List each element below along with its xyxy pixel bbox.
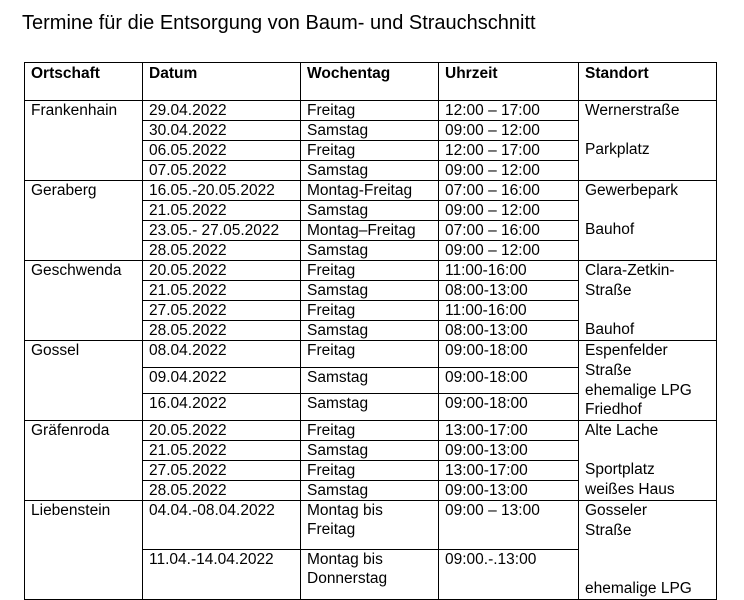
datum-cell: 23.05.- 27.05.2022 (143, 221, 301, 241)
standort-line: Espenfelder (585, 342, 668, 359)
standort-cell (579, 181, 717, 261)
uhrzeit-cell: 09:00-13:00 (439, 481, 579, 501)
table-row (25, 101, 717, 121)
header-wochentag: Wochentag (301, 63, 439, 101)
datum-cell: 16.05.-20.05.2022 (143, 181, 301, 201)
datum-cell: 27.05.2022 (143, 301, 301, 321)
schedule-table (24, 62, 717, 600)
wochentag-cell: Freitag (301, 261, 439, 281)
uhrzeit-cell: 09:00 – 13:00 (439, 501, 579, 550)
uhrzeit-cell: 13:00-17:00 (439, 421, 579, 441)
wochentag-cell: Montag-Freitag (301, 181, 439, 201)
datum-cell: 08.04.2022 (143, 341, 301, 368)
standort-line: Clara-Zetkin- (585, 262, 675, 279)
wochentag-cell: Samstag (301, 281, 439, 301)
wochentag-cell: Samstag (301, 121, 439, 141)
datum-cell: 07.05.2022 (143, 161, 301, 181)
standort-cell (579, 341, 717, 421)
wochentag-cell: Montag–Freitag (301, 221, 439, 241)
table-row (25, 501, 717, 550)
standort-line (585, 560, 710, 579)
standort-cell (579, 261, 717, 341)
datum-cell: 28.05.2022 (143, 241, 301, 261)
standort-line (585, 121, 710, 140)
standort-line (585, 541, 710, 560)
datum-cell: 11.04.-14.04.2022 (143, 550, 301, 599)
schedule-table-wrapper (24, 62, 716, 600)
uhrzeit-cell: 12:00 – 17:00 (439, 101, 579, 121)
wochentag-cell: Freitag (301, 341, 439, 368)
standort-line: Alte Lache (585, 422, 659, 440)
standort-cell (579, 421, 717, 501)
uhrzeit-cell: 11:00-16:00 (439, 301, 579, 321)
datum-cell: 30.04.2022 (143, 121, 301, 141)
header-datum: Datum (143, 63, 301, 101)
header-standort: Standort (579, 63, 717, 101)
standort-line: Friedhof (585, 401, 642, 419)
wochentag-cell: Freitag (301, 141, 439, 161)
datum-cell: 06.05.2022 (143, 141, 301, 161)
ortschaft-cell: Geraberg (25, 181, 143, 261)
wochentag-cell: Freitag (301, 461, 439, 481)
standort-line: Sportplatz (585, 460, 655, 478)
standort-line: Gewerbepark (585, 182, 679, 199)
datum-cell: 28.05.2022 (143, 321, 301, 341)
wochentag-cell: Samstag (301, 441, 439, 461)
uhrzeit-cell: 09:00-18:00 (439, 341, 579, 368)
uhrzeit-cell: 12:00 – 17:00 (439, 141, 579, 161)
table-row (25, 181, 717, 201)
uhrzeit-cell: 09:00-18:00 (439, 367, 579, 394)
standort-line: Straße (585, 281, 632, 299)
ortschaft-cell: Frankenhain (25, 101, 143, 181)
datum-cell: 09.04.2022 (143, 367, 301, 394)
ortschaft-cell: Geschwenda (25, 261, 143, 341)
table-row (25, 341, 717, 368)
standort-line: Bauhof (585, 320, 635, 338)
standort-line (585, 201, 710, 220)
uhrzeit-cell: 08:00-13:00 (439, 321, 579, 341)
wochentag-cell: Samstag (301, 201, 439, 221)
datum-cell: 20.05.2022 (143, 261, 301, 281)
uhrzeit-cell: 09:00 – 12:00 (439, 121, 579, 141)
header-uhrzeit: Uhrzeit (439, 63, 579, 101)
wochentag-cell-line: Montag bis (307, 551, 383, 569)
wochentag-cell: Freitag (301, 101, 439, 121)
datum-cell: 27.05.2022 (143, 461, 301, 481)
standort-line: Straße (585, 521, 632, 539)
uhrzeit-cell: 11:00-16:00 (439, 261, 579, 281)
datum-cell: 29.04.2022 (143, 101, 301, 121)
uhrzeit-cell: 13:00-17:00 (439, 461, 579, 481)
wochentag-cell: Freitag (301, 421, 439, 441)
table-row (25, 421, 717, 441)
wochentag-cell: Samstag (301, 394, 439, 421)
uhrzeit-cell: 07:00 – 16:00 (439, 221, 579, 241)
standort-line: weißes Haus (585, 480, 675, 498)
uhrzeit-cell: 09:00-18:00 (439, 394, 579, 421)
standort-line: Gosseler (585, 502, 648, 520)
wochentag-cell-line: Donnerstag (307, 570, 388, 588)
wochentag-cell: Samstag (301, 481, 439, 501)
wochentag-cell: Samstag (301, 321, 439, 341)
standort-line: Wernerstraße (585, 102, 680, 119)
standort-line: Bauhof (585, 220, 635, 238)
standort-line (585, 301, 710, 320)
standort-line (585, 441, 710, 460)
uhrzeit-cell: 07:00 – 16:00 (439, 181, 579, 201)
wochentag-cell: Freitag (301, 301, 439, 321)
datum-cell: 28.05.2022 (143, 481, 301, 501)
datum-cell: 04.04.-08.04.2022 (143, 501, 301, 550)
standort-cell (579, 501, 717, 599)
datum-cell: 21.05.2022 (143, 441, 301, 461)
table-row (25, 261, 717, 281)
page-title: Termine für die Entsorgung von Baum- und Strauchschnitt (22, 12, 536, 34)
standort-line: Parkplatz (585, 140, 650, 158)
standort-line: ehemalige LPG (585, 579, 692, 597)
standort-cell (579, 101, 717, 181)
wochentag-cell: Samstag (301, 367, 439, 394)
uhrzeit-cell: 08:00-13:00 (439, 281, 579, 301)
wochentag-cell: Samstag (301, 241, 439, 261)
datum-cell: 20.05.2022 (143, 421, 301, 441)
ortschaft-cell: Gräfenroda (25, 421, 143, 501)
datum-cell: 21.05.2022 (143, 281, 301, 301)
datum-cell: 21.05.2022 (143, 201, 301, 221)
wochentag-cell: Samstag (301, 161, 439, 181)
uhrzeit-cell: 09:00 – 12:00 (439, 161, 579, 181)
wochentag-cell-line: Montag bis (307, 502, 383, 520)
header-ortschaft: Ortschaft (25, 63, 143, 101)
standort-line: ehemalige LPG (585, 381, 692, 399)
table-body (25, 101, 717, 600)
uhrzeit-cell: 09:00 – 12:00 (439, 201, 579, 221)
standort-line: Straße (585, 361, 632, 379)
datum-cell: 16.04.2022 (143, 394, 301, 421)
wochentag-cell (301, 501, 439, 550)
ortschaft-cell: Liebenstein (25, 501, 143, 599)
uhrzeit-cell: 09:00-13:00 (439, 441, 579, 461)
uhrzeit-cell: 09:00.-.13:00 (439, 550, 579, 599)
ortschaft-cell: Gossel (25, 341, 143, 421)
uhrzeit-cell: 09:00 – 12:00 (439, 241, 579, 261)
table-header-row (25, 63, 717, 101)
wochentag-cell-line: Freitag (307, 521, 356, 539)
